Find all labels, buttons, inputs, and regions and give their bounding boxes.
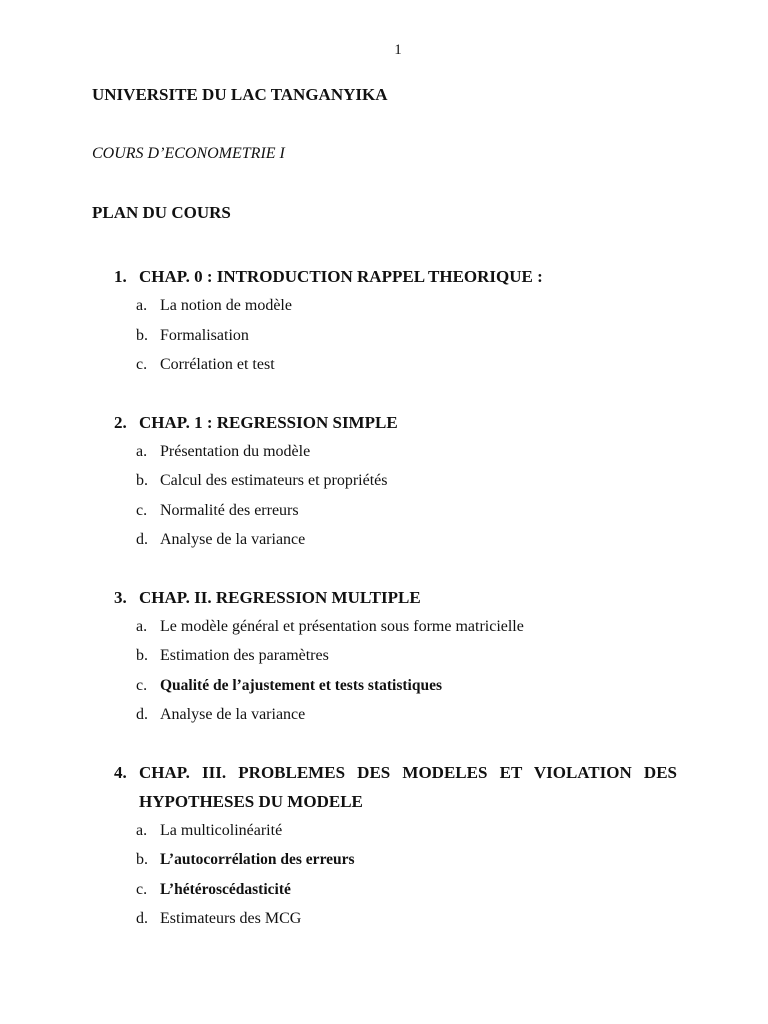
item-text: Présentation du modèle [160,442,311,460]
chapter-number: 3. [114,587,127,607]
item-letter: b. [136,647,148,664]
chapter-heading [114,583,677,612]
item-text: Le modèle général et présentation sous forme matricielle [160,617,524,635]
item-text: L’autocorrélation des erreurs [160,851,355,868]
chapter-number: 2. [114,412,127,432]
item-letter: b. [136,326,148,344]
list-item [114,496,677,526]
item-text: La multicolinéarité [160,821,283,839]
chapter-1 [114,262,677,380]
list-item [114,350,677,380]
list-item [114,904,677,934]
university-name: UNIVERSITE DU LAC TANGANYIKA [92,85,388,104]
item-letter: c. [136,356,148,373]
chapter-heading [114,262,677,291]
chapter-title: CHAP. 1 : REGRESSION SIMPLE [139,412,398,432]
list-item [114,816,677,846]
list-item [114,875,677,905]
chapter-4 [114,758,677,934]
section-list [114,612,677,730]
list-item [114,525,677,555]
list-item [114,612,677,642]
item-letter: d. [136,706,148,723]
item-letter: c. [136,501,148,519]
chapter-heading [114,408,677,437]
chapter-heading [114,758,677,816]
item-text: L’hétéroscédasticité [160,880,291,898]
plan-heading: PLAN DU COURS [92,203,231,222]
item-text: Calcul des estimateurs et propriétés [160,472,388,489]
item-letter: a. [136,617,148,635]
list-item [114,437,677,467]
item-text: Qualité de l’ajustement et tests statistiques [160,676,442,694]
chapter-number: 1. [114,267,127,286]
chapter-title: CHAP. II. REGRESSION MULTIPLE [139,587,421,607]
list-item [114,641,677,671]
chapter-title: CHAP. 0 : INTRODUCTION RAPPEL THEORIQUE : [139,267,543,286]
item-text: Normalité des erreurs [160,501,299,519]
page-number: 1 [394,42,402,58]
item-letter: a. [136,821,148,839]
list-item [114,321,677,351]
item-letter: d. [136,910,148,927]
chapter-number: 4. [114,762,127,782]
item-letter: b. [136,472,148,489]
section-list [114,291,677,380]
list-item [114,845,677,875]
chapter-2 [114,408,677,555]
item-letter: a. [136,442,148,460]
item-letter: c. [136,880,148,898]
list-item [114,291,677,321]
item-letter: a. [136,297,148,314]
item-text: Analyse de la variance [160,706,306,723]
item-text: Analyse de la variance [160,531,306,548]
item-text: Corrélation et test [160,356,275,373]
chapter-list [114,262,677,934]
section-list [114,816,677,934]
section-list [114,437,677,555]
item-letter: d. [136,531,148,548]
item-text: La notion de modèle [160,297,292,314]
list-item [114,700,677,730]
item-text: Estimation des paramètres [160,647,329,664]
item-letter: b. [136,851,148,868]
course-title: COURS D’ECONOMETRIE I [92,145,285,162]
item-text: Formalisation [160,326,249,344]
item-text: Estimateurs des MCG [160,910,302,927]
item-letter: c. [136,676,148,694]
chapter-title: CHAP. III. PROBLEMES DES MODELES ET VIOLATION DES HYPOTHESES DU MODELE [139,762,677,811]
list-item [114,671,677,701]
list-item [114,466,677,496]
chapter-3 [114,583,677,730]
